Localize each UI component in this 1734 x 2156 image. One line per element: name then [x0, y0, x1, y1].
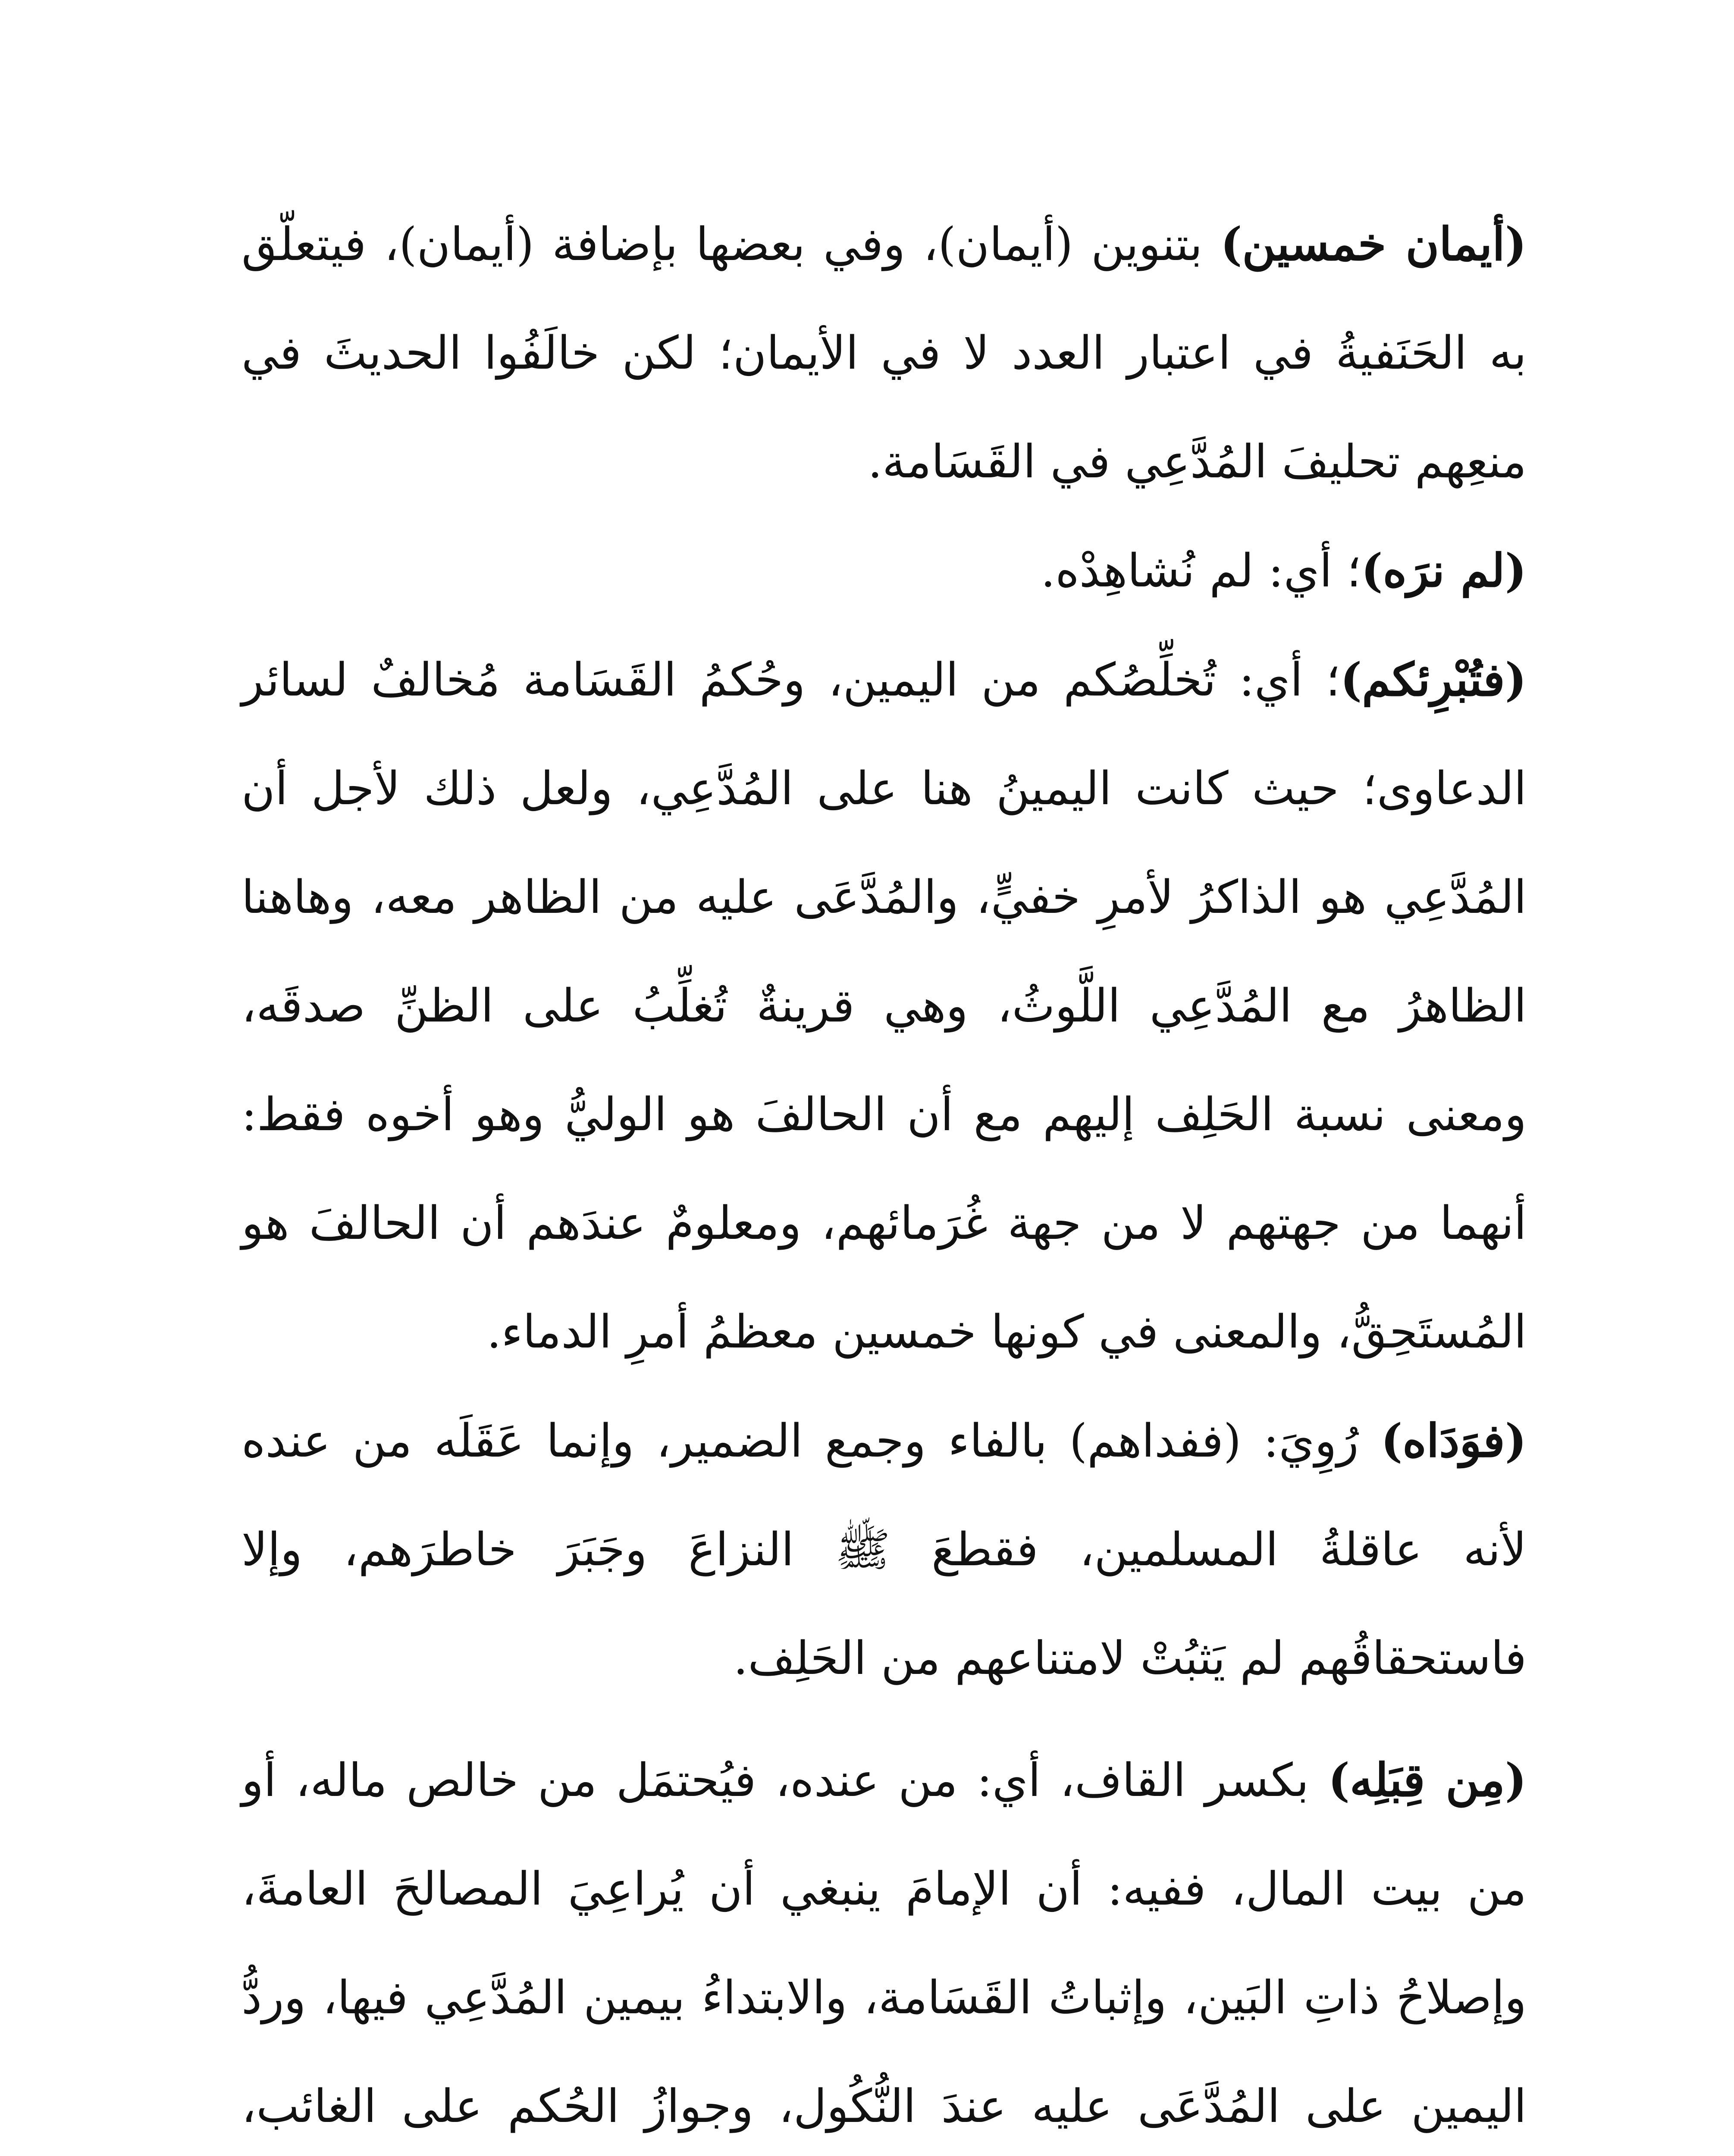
paragraph-5-text: بكسر القاف، أي: من عنده، فيُحتمَل من خالص ماله، أو من بيت المال، ففيه: أن الإمامَ ينبغي أن يُراعِيَ المصالحَ العامةَ، وإصلاحُ ذاتِ البَين، وإثباتُ القَسَامة، والابتداءُ بيمين المُدَّعِي فيها، وردُّ اليمين على المُدَّعَى عليه عندَ النُّكُول، وجوازُ الحُكم على الغائب، [241, 1754, 1527, 2133]
paragraph-1-text: بتنوين (أيمان)، وفي بعضها بإضافة (أيمان)، فيتعلّق به الحَنَفيةُ في اعتبار العدد لا في الأيمان؛ لكن خالَفُوا الحديثَ في منعِهم تحليفَ المُدَّعِي في القَسَامة. [241, 218, 1527, 488]
paragraph-4 [241, 1386, 1527, 1713]
paragraph-1 [241, 190, 1527, 516]
paragraph-4-text: رُوِيَ: (ففداهم) بالفاء وجمع الضمير، وإنما عَقَلَه من عنده لأنه عاقلةُ المسلمين، فقطعَ ﷺ النزاعَ وجَبَرَ خاطرَهم، وإلا فاستحقاقُهم لم يَثبُتْ لامتناعهم من الحَلِف. [241, 1414, 1527, 1685]
paragraph-3 [241, 625, 1527, 1386]
paragraph-2 [241, 516, 1527, 625]
term-1: (أيمان خمسين) [1220, 217, 1527, 271]
paragraph-2-text: ؛ أي: لم نُشاهِدْه. [1041, 544, 1361, 597]
term-4: (فوَدَاه) [1381, 1413, 1527, 1467]
term-3: (فتُبْرِئكم) [1340, 652, 1527, 706]
paragraph-5 [241, 1726, 1527, 2156]
term-5: (مِن قِبَلِه) [1328, 1753, 1527, 1807]
paragraph-3-text: ؛ أي: تُخلِّصُكم من اليمين، وحُكمُ القَسَامة مُخالفٌ لسائر الدعاوى؛ حيث كانت اليمينُ هنا على المُدَّعِي، ولعل ذلك لأجل أن المُدَّعِي هو الذاكرُ لأمرِ خفيٍّ، والمُدَّعَى عليه من الظاهر معه، وهاهنا الظاهرُ مع المُدَّعِي اللَّوثُ، وهي قرينةٌ تُغلِّبُ على الظنِّ صدقَه، ومعنى نسبة الحَلِف إليهم مع أن الحالفَ هو الوليُّ وهو أخوه فقط: أنهما من جهتهم لا من جهة غُرَمائهم، ومعلومٌ عندَهم أن الحالفَ هو المُستَحِقُّ، والمعنى في كونها خمسين معظمُ أمرِ الدماء. [241, 653, 1527, 1358]
term-2: (لم نرَه) [1361, 543, 1527, 597]
body-text [241, 190, 1527, 2156]
